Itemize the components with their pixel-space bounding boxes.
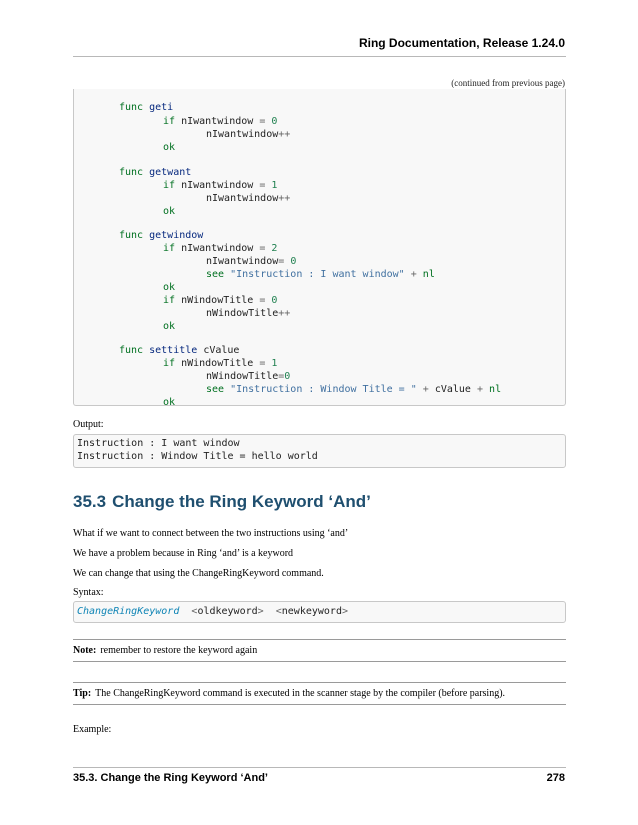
operator: ++ — [278, 193, 291, 204]
identifier: nIwantwindow — [206, 129, 279, 140]
operator: = — [259, 295, 266, 306]
example-label: Example: — [73, 724, 112, 735]
page-number: 278 — [546, 772, 565, 784]
identifier: nIwantwindow — [206, 256, 279, 267]
note — [73, 644, 257, 657]
keyword: if — [163, 295, 176, 306]
operator: = — [259, 243, 266, 254]
section-number: 35.3 — [73, 492, 107, 511]
running-header: Ring Documentation, Release 1.24.0 — [358, 36, 565, 50]
section-title: Change the Ring Keyword ‘And’ — [112, 492, 371, 511]
function-name: settitle — [149, 345, 198, 356]
number: 1 — [271, 180, 278, 191]
keyword: ok — [163, 397, 176, 408]
code-block — [73, 89, 566, 406]
paragraph: What if we want to connect between the two instructions using ‘and’ — [73, 528, 349, 539]
operator: = — [259, 116, 266, 127]
note-label: Note: — [73, 645, 97, 656]
code-line — [163, 295, 277, 307]
number: 1 — [271, 358, 278, 369]
code-line — [163, 206, 175, 218]
code-line — [163, 243, 277, 255]
number: 0 — [271, 295, 278, 306]
keyword: see — [206, 269, 225, 280]
operator: ++ — [278, 308, 291, 319]
keyword: ok — [163, 282, 176, 293]
code-line — [206, 371, 290, 383]
identifier: nWindowTitle — [181, 295, 254, 306]
continued-note: (continued from previous page) — [451, 78, 565, 88]
output-label: Output: — [73, 419, 104, 430]
operator: > — [257, 606, 264, 617]
code-line — [163, 282, 175, 294]
code-line — [206, 269, 435, 281]
number: 0 — [290, 256, 297, 267]
keyword: func — [119, 345, 144, 356]
note-rule-top — [73, 639, 566, 640]
code-line — [119, 167, 191, 179]
operator: = — [259, 180, 266, 191]
keyword: nl — [422, 269, 435, 280]
operator: > — [341, 606, 349, 617]
tip-rule-top — [73, 682, 566, 683]
code-line — [163, 397, 175, 409]
keyword: if — [163, 116, 176, 127]
keyword: see — [206, 384, 225, 395]
code-line — [163, 142, 175, 154]
command-name: ChangeRingKeyword — [77, 606, 180, 617]
output-line: Instruction : Window Title = hello world — [77, 451, 318, 462]
tip — [73, 687, 505, 700]
section-heading — [73, 492, 371, 512]
code-line — [119, 102, 173, 114]
header-rule — [73, 56, 566, 57]
operator: ++ — [278, 129, 291, 140]
identifier: nIwantwindow — [181, 180, 254, 191]
footer-section: 35.3. Change the Ring Keyword ‘And’ — [73, 772, 268, 784]
identifier: nWindowTitle — [206, 308, 279, 319]
keyword: nl — [489, 384, 502, 395]
operator: = — [278, 371, 285, 382]
code-line — [206, 193, 290, 205]
operator: = — [259, 358, 266, 369]
identifier: nIwantwindow — [181, 116, 254, 127]
code-line — [119, 345, 239, 357]
keyword: ok — [163, 142, 176, 153]
operator: < — [275, 606, 282, 617]
string: "Instruction : I want window" — [230, 269, 405, 280]
keyword: if — [163, 180, 176, 191]
output-line: Instruction : I want window — [77, 438, 240, 449]
number: 0 — [271, 116, 278, 127]
syntax-line — [77, 606, 348, 618]
number: 2 — [271, 243, 278, 254]
keyword: func — [119, 102, 144, 113]
argument: newkeyword — [281, 606, 342, 617]
code-line — [206, 256, 296, 268]
code-line — [119, 230, 203, 242]
identifier: nIwantwindow — [206, 193, 279, 204]
code-line — [163, 180, 277, 192]
tip-label: Tip: — [73, 688, 92, 699]
code-line — [206, 384, 501, 396]
note-text: remember to restore the keyword again — [100, 645, 258, 656]
function-name: geti — [149, 102, 174, 113]
code-line — [163, 116, 277, 128]
code-line — [163, 321, 175, 333]
function-name: getwindow — [149, 230, 204, 241]
operator: + — [422, 384, 429, 395]
tip-rule-bottom — [73, 704, 566, 705]
string: "Instruction : Window Title = " — [230, 384, 417, 395]
code-line — [206, 129, 290, 141]
tip-text: The ChangeRingKeyword command is executed in the scanner stage by the compiler (before parsing). — [95, 688, 506, 699]
operator: + — [476, 384, 484, 395]
identifier: nWindowTitle — [206, 371, 279, 382]
paragraph: We have a problem because in Ring ‘and’ is a keyword — [73, 548, 294, 559]
number: 0 — [284, 371, 291, 382]
keyword: if — [163, 243, 176, 254]
code-line — [206, 308, 290, 320]
operator: = — [278, 256, 285, 267]
operator: + — [410, 269, 417, 280]
footer-rule — [73, 767, 566, 768]
keyword: ok — [163, 206, 176, 217]
keyword: if — [163, 358, 176, 369]
identifier: nWindowTitle — [181, 358, 254, 369]
keyword: ok — [163, 321, 176, 332]
parameter: cValue — [203, 345, 240, 356]
function-name: getwant — [149, 167, 192, 178]
note-rule-bottom — [73, 661, 566, 662]
argument: oldkeyword — [197, 606, 258, 617]
identifier: cValue — [434, 384, 471, 395]
paragraph: Syntax: — [73, 587, 104, 598]
paragraph: We can change that using the ChangeRingKeyword command. — [73, 568, 324, 579]
identifier: nIwantwindow — [181, 243, 254, 254]
code-line — [163, 358, 277, 370]
operator: < — [191, 606, 198, 617]
keyword: func — [119, 167, 144, 178]
keyword: func — [119, 230, 144, 241]
